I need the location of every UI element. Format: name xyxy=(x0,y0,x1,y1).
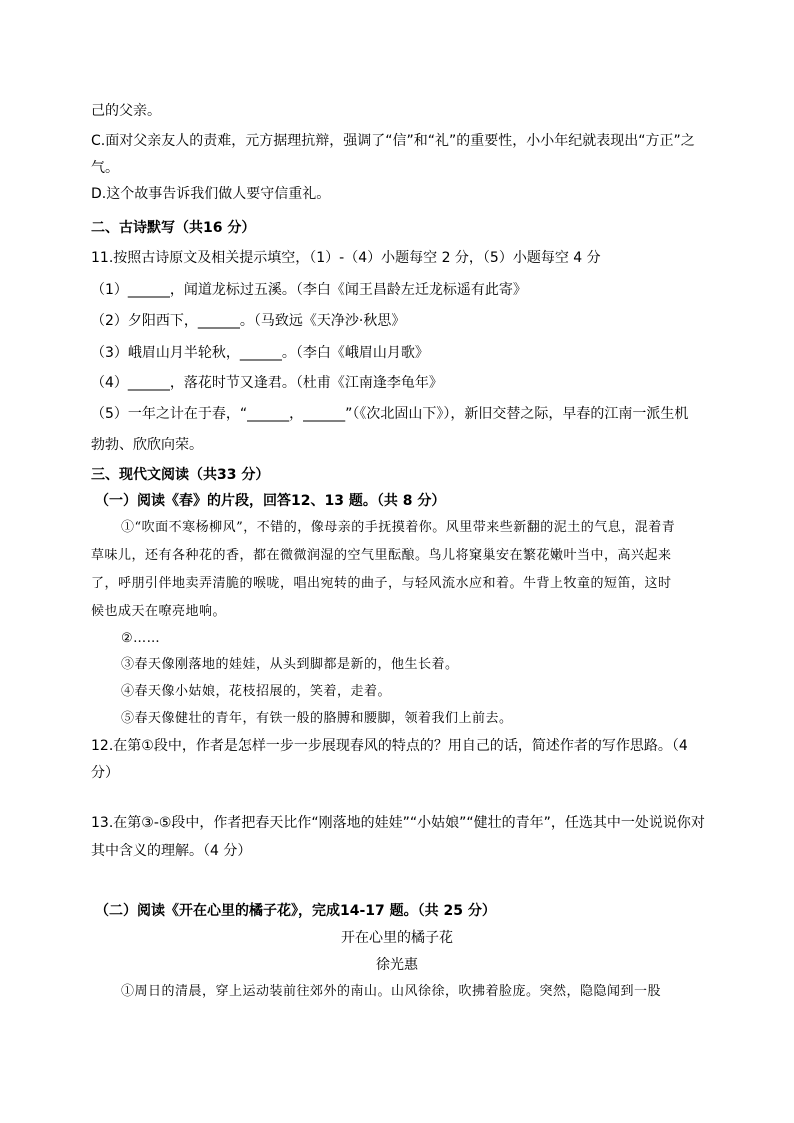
text-line: 分） xyxy=(91,765,119,781)
passage-paragraph-4: ④春天像小姑娘，花枝招展的，笑着，走着。 xyxy=(121,684,392,699)
option-c: C.面对父亲友人的责难，元方据理抗辩，强调了“信”和“礼”的重要性，小小年纪就表现出“方正”之 xyxy=(91,133,695,149)
passage-paragraph-2: ②…… xyxy=(121,631,161,646)
passage-paragraph-1: 草味儿，还有各种花的香，都在微微润湿的空气里酝酿。鸟儿将窠巢安在繁花嫩叶当中，高兴起来 xyxy=(91,548,672,563)
question-11-item-2: （2）夕阳西下，______。（马致远《天净沙·秋思》 xyxy=(91,313,406,329)
section-heading-reading: 三、现代文阅读（共33 分） xyxy=(91,467,270,483)
passage-paragraph-1: ①“吹面不寒杨柳风”，不错的，像母亲的手抚摸着你。风里带来些新翻的泥土的气息，混着青 xyxy=(121,520,676,535)
article-author: 徐光惠 xyxy=(376,957,418,973)
passage-paragraph-5: ⑤春天像健壮的青年，有铁一般的胳膊和腰脚，领着我们上前去。 xyxy=(121,711,513,726)
section-heading-poetry: 二、古诗默写（共16 分） xyxy=(91,220,256,236)
text-line: 己的父亲。 xyxy=(91,103,161,119)
question-13: 13.在第③-⑤段中，作者把春天比作“刚落地的娃娃”“小姑娘”“健壮的青年”，任选其中一处说说你对 xyxy=(91,815,705,831)
passage-paragraph-1: 候也成天在嘹亮地响。 xyxy=(91,604,227,619)
question-11-item-5: （5）一年之计在于春，“______，______”（《次北固山下》），新旧交替之际，早春的江南一派生机 xyxy=(91,406,689,422)
article-paragraph-1: ①周日的清晨，穿上运动装前往郊外的南山。山风徐徐，吹拂着脸庞。突然，隐隐闻到一股 xyxy=(121,984,662,999)
passage-paragraph-1: 了，呼朋引伴地卖弄清脆的喉咙，唱出宛转的曲子，与轻风流水应和着。牛背上牧童的短笛，这时 xyxy=(91,576,672,591)
question-12: 12.在第①段中，作者是怎样一步一步展现春风的特点的？用自己的话，简述作者的写作思路。（4 xyxy=(91,738,688,754)
question-11-item-1: （1）______，闻道龙标过五溪。（李白《闻王昌龄左迁龙标遥有此寄》 xyxy=(91,282,527,298)
part-1-heading: （一）阅读《春》的片段，回答12、13 题。（共 8 分） xyxy=(95,493,446,509)
article-title: 开在心里的橘子花 xyxy=(341,930,453,946)
question-11-item-4: （4）______，落花时节又逢君。（杜甫《江南逢李龟年》 xyxy=(91,375,443,391)
text-line: 气。 xyxy=(91,160,119,176)
part-2-heading: （二）阅读《开在心里的橘子花》，完成14-17 题。（共 25 分） xyxy=(95,903,496,919)
option-d: D.这个故事告诉我们做人要守信重礼。 xyxy=(91,186,331,202)
question-11-item-3: （3）峨眉山月半轮秋，______。（李白《峨眉山月歌》 xyxy=(91,345,429,361)
text-line: 其中含义的理解。（4 分） xyxy=(91,843,252,859)
question-11-intro: 11.按照古诗原文及相关提示填空，（1）-（4）小题每空 2 分，（5）小题每空 4 分 xyxy=(91,250,601,266)
text-line: 勃勃、欣欣向荣。 xyxy=(91,437,203,453)
passage-paragraph-3: ③春天像刚落地的娃娃，从头到脚都是新的，他生长着。 xyxy=(121,657,459,672)
